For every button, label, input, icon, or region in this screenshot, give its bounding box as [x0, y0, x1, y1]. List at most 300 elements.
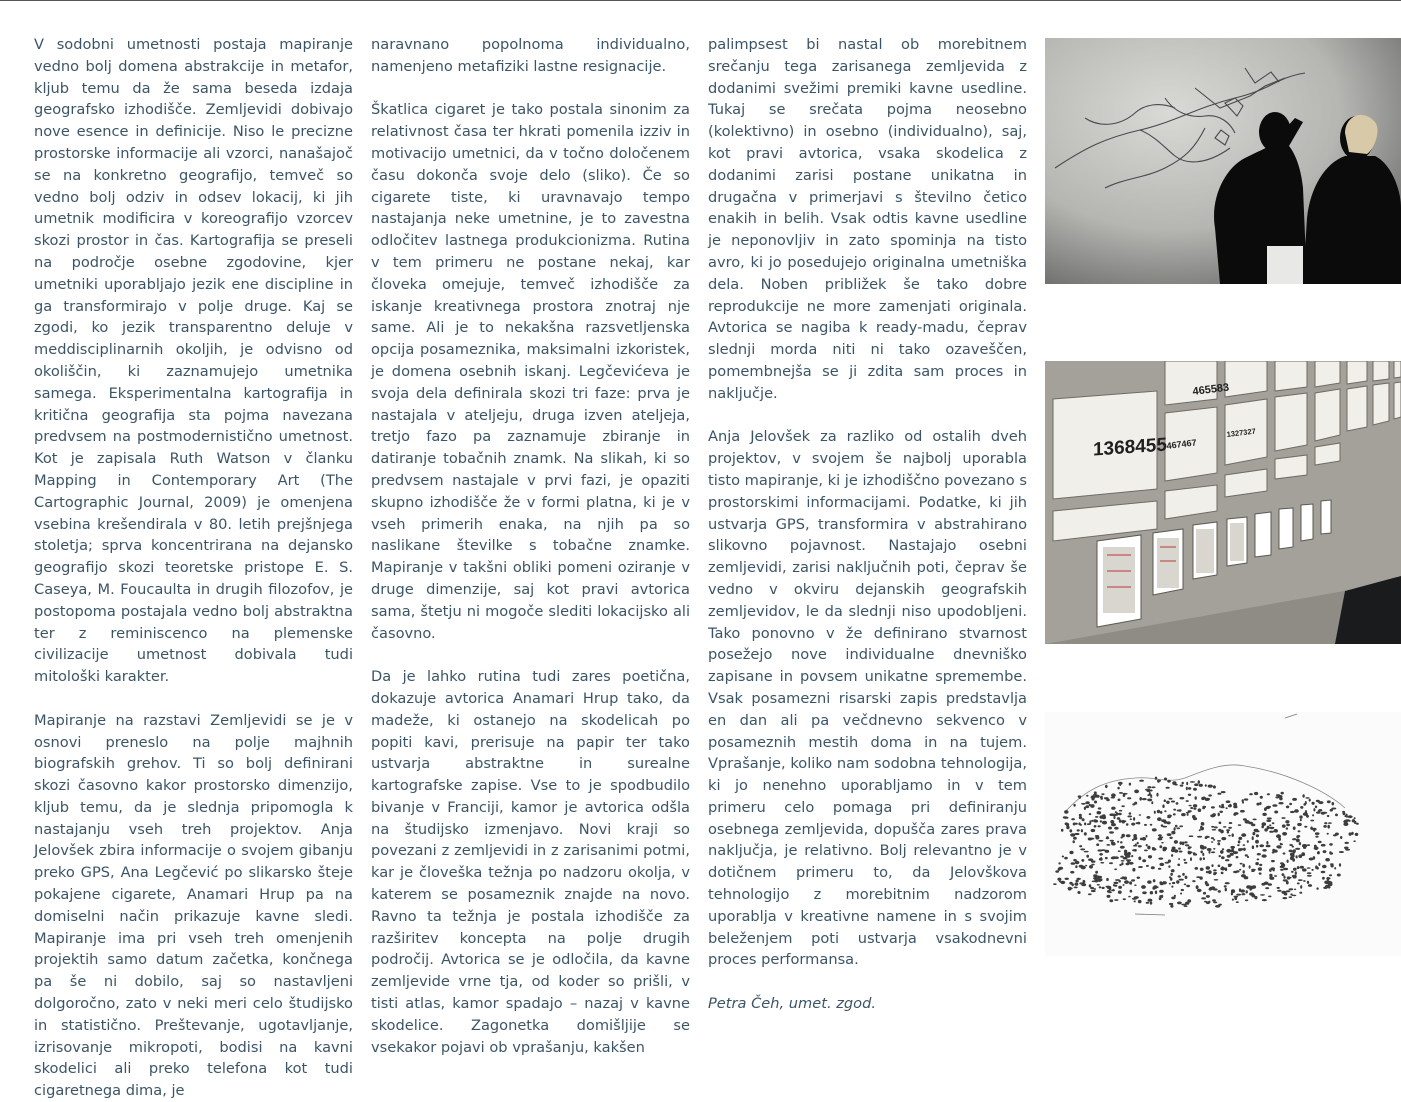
stain-dot [1188, 851, 1193, 853]
stain-dot [1326, 880, 1330, 883]
paragraph: Da je lahko rutina tudi zares poetična, dokazuje avtorica Anamari Hrup tako, da madeže, ki ostanejo na skodelicah po popiti kavi, prerisuje na papir ter tako ustvarja abstraktne in surealne kartografske zapise. Vse to je spodbudilo bivanje v Franciji, kamor je avtorica odšla na študijsko izmenjavo. Novi kraji so povezani z zemljevidi in z zarisanimi potmi, kar je človeška težnja po nadzoru okolja, v katerem se posameznik znajde na novo. Ravno ta težnja je postala izhodišče za razširitev koncepta na polje drugih področij. Avtorica se je odločila, da kavne zemljevide vrne tja, od koder so prišli, v tisti atlas, kamor spadajo – nazaj v kavne skodelice. Zagonetka domišljije se vsekakor pojavi ob vprašanju, kakšen [371, 668, 690, 1056]
stain-dot [1339, 851, 1344, 853]
stain-dot [1178, 848, 1181, 850]
paragraph: Škatlica cigaret je tako postala sinonim za relativnost časa ter hkrati pomenila izziv in motivacijo umetnici, da v točno določenem času dokonča svoje delo (sliko). Če so cigarete tiste, ki uravnavajo tempo nastajanja neke umetnine, je to zavestna odločitev lastnega produkcionizma. Rutina v tem primeru ne postane nekaj, kar človeka omejuje, temveč izhodišče za iskanje kreativnega prostora znotraj nje same. Ali je to nekakšna razsvetljenska opcija posameznika, maksimalni izkoristek, je domena osebnih iskanj. Legčevićeva je svoja dela definirala skozi tri faze: prva je nastajala v ateljeju, druga izven ateljeja, tretjo fazo pa zaznamuje zbiranje in datiranje tobačnih znamk. Na slikah, ki so predvsem nastajale v prvi fazi, je opaziti skupno izhodišče že v formi platna, ki je v vseh primerih enaka, na njih pa so naslikane številke s tobačne znamke. Mapiranje v takšni obliki pomeni oziranje v druge dimenzije, saj kot pravi avtorica sama, štetju ni mogoče slediti lokacijsko ali časovno. [371, 101, 690, 642]
stain-dot [1325, 858, 1330, 861]
stain-dot [1178, 858, 1180, 860]
stain-dot [1241, 889, 1245, 892]
stain-dot [1272, 804, 1277, 807]
stain-dot [1171, 897, 1175, 900]
stain-dot [1096, 843, 1099, 846]
stain-dot [1184, 905, 1188, 907]
stain-dot [1259, 864, 1262, 866]
stain-dot [1171, 886, 1173, 888]
stain-dot [1102, 821, 1107, 825]
stain-dot [1339, 863, 1341, 866]
stain-dot [1317, 867, 1319, 870]
stain-dot [1177, 902, 1182, 905]
stain-dot [1207, 848, 1212, 851]
stain-dot [1249, 793, 1253, 795]
stain-dot [1287, 876, 1290, 879]
stain-dot [1271, 860, 1275, 862]
stain-dot [1213, 839, 1215, 841]
stain-dot [1328, 822, 1332, 824]
stain-dot [1146, 902, 1150, 904]
stain-dot [1134, 849, 1137, 852]
stain-dot [1301, 852, 1305, 856]
stain-dot [1140, 838, 1143, 841]
stain-dot [1233, 871, 1238, 873]
stain-dot [1146, 865, 1149, 867]
stain-dot [1205, 798, 1210, 801]
stain-dot [1241, 833, 1246, 837]
stain-dot [1246, 890, 1248, 893]
stain-dot [1297, 866, 1299, 868]
stain-dot [1292, 858, 1295, 862]
stain-dot [1100, 862, 1104, 864]
stain-dot [1256, 803, 1259, 806]
stain-dot [1150, 796, 1152, 798]
stain-dot [1295, 871, 1297, 875]
stain-dot [1293, 826, 1296, 830]
stain-dot [1146, 789, 1151, 791]
stain-dot [1114, 899, 1118, 901]
stain-dot [1221, 804, 1224, 807]
stain-dot [1075, 865, 1077, 868]
stain-dot [1315, 836, 1318, 838]
stain-dot [1102, 887, 1105, 889]
stain-dot [1077, 891, 1080, 894]
stain-dot [1138, 900, 1142, 903]
stain-dot [1099, 853, 1103, 856]
stain-dot [1146, 844, 1148, 846]
stain-dot [1193, 804, 1197, 807]
stain-dot [1085, 801, 1089, 804]
stain-dot [1109, 831, 1114, 833]
stain-dot [1267, 817, 1272, 819]
stain-dot [1220, 867, 1225, 871]
stain-dot [1239, 888, 1241, 892]
stain-dot [1200, 857, 1202, 860]
stain-dot [1291, 871, 1294, 873]
stain-dot [1121, 862, 1123, 865]
canvas-number: 1327327 [1226, 426, 1257, 439]
text-column-2 [371, 34, 690, 1058]
stain-dot [1148, 855, 1152, 858]
stain-dot [1111, 807, 1115, 810]
stain-dot [1259, 844, 1264, 847]
stain-dot [1252, 845, 1254, 849]
stain-dot [1293, 849, 1296, 853]
stain-dot [1091, 860, 1096, 862]
stain-dot [1187, 899, 1191, 902]
top-rule [0, 0, 1401, 1]
stain-dot [1179, 851, 1183, 853]
stain-dot [1289, 850, 1293, 853]
stain-dot [1266, 841, 1268, 845]
stain-dot [1229, 822, 1233, 824]
stain-dot [1218, 865, 1221, 868]
stain-dot [1242, 893, 1246, 895]
stain-dot [1295, 848, 1300, 850]
stain-dot [1327, 825, 1330, 829]
stain-dot [1084, 851, 1089, 853]
stain-dot [1114, 882, 1119, 885]
stain-dot [1110, 820, 1114, 824]
stain-dot [1138, 857, 1141, 861]
stain-dot [1118, 891, 1122, 894]
stain-dot [1329, 843, 1333, 846]
stain-dot [1259, 802, 1261, 805]
stain-dot [1329, 874, 1332, 876]
stain-dot [1279, 797, 1282, 801]
stain-dot [1182, 842, 1185, 846]
stain-dot [1316, 887, 1318, 889]
stain-dot [1138, 866, 1143, 868]
stain-dot [1303, 880, 1306, 882]
stain-dot [1099, 886, 1102, 888]
stain-dot [1117, 841, 1119, 843]
stain-dot [1276, 846, 1279, 849]
stain-dot [1218, 813, 1220, 817]
stain-dot [1213, 873, 1216, 875]
stain-dot [1114, 827, 1118, 830]
stain-dot [1139, 814, 1142, 816]
stain-dot [1168, 865, 1170, 868]
stain-dot [1093, 874, 1098, 877]
stain-dot [1089, 820, 1091, 824]
stain-dot [1088, 893, 1092, 895]
stain-dot [1231, 889, 1235, 893]
stain-dot [1137, 877, 1140, 879]
stain-dot [1275, 796, 1279, 798]
stain-dot [1307, 872, 1312, 874]
stain-dot [1104, 797, 1109, 799]
stain-dot [1309, 858, 1314, 861]
stain-dot [1266, 820, 1271, 822]
stain-dot [1281, 817, 1285, 819]
stain-dot [1144, 850, 1148, 852]
stain-dot [1335, 814, 1338, 817]
stain-dot [1262, 813, 1266, 816]
stain-dot [1212, 829, 1216, 831]
stain-dot [1217, 842, 1220, 845]
stain-dot [1214, 879, 1219, 881]
stain-dot [1180, 785, 1184, 787]
stain-dot [1199, 876, 1202, 879]
stain-dot [1065, 822, 1068, 825]
stain-dot [1230, 846, 1235, 849]
stain-dot [1260, 796, 1263, 799]
stain-dot [1292, 895, 1296, 897]
stain-dot [1095, 816, 1098, 818]
stain-dot [1105, 850, 1110, 853]
stain-dot [1300, 866, 1304, 869]
stain-dot [1126, 823, 1129, 825]
stain-dot [1243, 848, 1246, 851]
stain-dot [1221, 837, 1226, 840]
stain-dot [1352, 819, 1355, 822]
stain-dot [1190, 857, 1192, 861]
stain-dot [1062, 856, 1064, 858]
stain-dot [1238, 824, 1242, 826]
stain-dot [1106, 837, 1109, 839]
stain-dot [1162, 804, 1164, 808]
stain-dot [1073, 859, 1077, 861]
stain-dot [1345, 842, 1349, 844]
stain-dot [1171, 869, 1175, 872]
stain-dot [1181, 813, 1186, 816]
stain-dot [1120, 856, 1124, 858]
stain-dot [1203, 857, 1205, 860]
stain-dot [1330, 809, 1333, 812]
stain-dot [1123, 794, 1126, 797]
stain-dot [1071, 862, 1076, 865]
stain-dot [1129, 812, 1132, 815]
stain-dot [1293, 868, 1297, 871]
stain-dot [1152, 886, 1155, 889]
stain-dot [1179, 841, 1182, 844]
stain-dot [1159, 881, 1162, 884]
stain-dot [1171, 801, 1175, 803]
stain-dot [1312, 802, 1315, 805]
stain-dot [1280, 866, 1285, 869]
stain-dot [1283, 876, 1285, 879]
stain-dot [1222, 848, 1224, 850]
stain-dot [1088, 838, 1092, 841]
stain-dot [1058, 862, 1060, 864]
stain-dot [1176, 802, 1179, 805]
stain-dot [1225, 859, 1229, 861]
stain-dot [1289, 888, 1294, 890]
stain-dot [1303, 847, 1306, 849]
stain-dot [1072, 883, 1074, 886]
photo-numbered-canvases [1045, 361, 1401, 644]
stain-dot [1202, 853, 1204, 856]
stain-dot [1053, 883, 1057, 885]
stain-dot [1252, 836, 1254, 840]
stain-dot [1307, 867, 1311, 869]
stain-dot [1321, 844, 1326, 847]
stain-dot [1226, 807, 1228, 809]
stain-dot [1055, 870, 1059, 873]
stain-dot [1134, 802, 1137, 805]
stain-dot [1228, 805, 1232, 808]
stain-dot [1158, 858, 1163, 860]
stain-dot [1071, 818, 1075, 820]
stain-dot [1109, 862, 1113, 864]
stain-dot [1124, 880, 1129, 884]
stain-dot [1304, 826, 1307, 828]
stain-dot [1329, 852, 1333, 854]
stain-dot [1182, 873, 1185, 876]
stain-dot [1274, 811, 1278, 814]
stain-dot [1252, 832, 1255, 835]
stain-dot [1176, 880, 1179, 883]
stain-dot [1224, 885, 1227, 887]
stain-dot [1272, 852, 1275, 854]
stain-dot [1166, 801, 1170, 804]
stain-dot [1133, 837, 1137, 841]
stain-dot [1182, 782, 1184, 785]
stain-dot [1127, 815, 1132, 817]
stain-dot [1197, 836, 1202, 838]
stain-dot [1232, 899, 1234, 901]
stain-dot [1080, 848, 1085, 850]
stain-dot [1237, 844, 1240, 846]
stain-dot [1142, 891, 1147, 894]
stain-dot [1312, 828, 1317, 831]
stain-dot [1208, 785, 1213, 788]
stain-dot [1323, 850, 1327, 853]
stain-dot [1111, 793, 1116, 797]
stain-dot [1190, 807, 1193, 809]
stain-dot [1219, 805, 1221, 808]
text-column-1 [34, 34, 353, 1102]
stain-dot [1221, 856, 1225, 859]
stain-dot [1101, 793, 1104, 795]
stain-dot [1268, 896, 1271, 898]
stain-dot [1139, 797, 1142, 801]
stain-dot [1079, 865, 1084, 868]
stain-dot [1238, 848, 1242, 851]
stain-dot [1170, 873, 1173, 876]
stain-dot [1188, 787, 1192, 790]
stain-dot [1082, 818, 1085, 821]
stain-dot [1109, 813, 1114, 816]
stain-dot [1073, 840, 1075, 843]
stain-dot [1309, 799, 1311, 802]
stain-dot [1153, 879, 1156, 882]
stain-dot [1327, 833, 1329, 835]
stain-dot [1286, 827, 1288, 829]
stain-dot [1089, 884, 1092, 887]
stain-dot [1219, 811, 1223, 813]
stain-dot [1211, 806, 1215, 808]
stain-dot [1208, 901, 1210, 904]
stain-dot [1227, 855, 1231, 858]
stain-dot [1193, 852, 1196, 854]
stain-dot [1187, 813, 1189, 816]
stain-dot [1272, 822, 1275, 824]
stain-dot [1219, 855, 1221, 857]
stain-dot [1179, 879, 1184, 881]
stain-dot [1221, 872, 1224, 875]
stain-dot [1108, 891, 1112, 893]
stain-dot [1242, 801, 1244, 804]
stain-dot [1252, 885, 1256, 888]
stain-dot [1218, 904, 1222, 906]
stain-dot [1297, 823, 1302, 826]
stain-dot [1315, 806, 1317, 809]
stain-dot [1159, 863, 1164, 866]
stain-dot [1292, 846, 1294, 848]
stain-dot [1234, 812, 1239, 815]
stain-dot [1174, 840, 1178, 844]
stain-dot [1345, 849, 1350, 851]
stain-dot [1174, 827, 1176, 831]
stain-dot [1118, 886, 1122, 889]
stain-dot [1318, 863, 1320, 866]
stain-dot [1181, 889, 1184, 891]
stain-dot [1167, 821, 1171, 824]
paragraph: V sodobni umetnosti postaja mapiranje vedno bolj domena abstrakcije in metafor, kljub temu da že sama beseda izdaja geografsko izhodišče. Zemljevidi dobivajo nove esence in definicije. Niso le precizne prostorske informacije ali vzorci, nanašajoč se na konkretno geografijo, temveč so vedno bolj odziv in odsev lokacij, ki jih umetnik modificira v koreografijo vzorcev skozi prostor in čas. Kartografija se preseli na področje osebne zgodovine, kjer umetniki uporabljajo jezik ene discipline in ga transformirajo v polje druge. Kaj se zgodi, ko jezik transparentno deluje v meddisciplinarnih okoljih, je odvisno od okoliščin, ki zaznamujejo umetnika samega. Eksperimentalna kartografija in kritična geografija sta pojma navezana predvsem na postmodernistično umetnost. Kot je zapisala Ruth Watson v članku Mapping in Contemporary Art (The Cartographic Journal, 2009) je omenjena vsebina krešendirala v 80. letih prejšnjega stoletja; sprva koncentrirana na dejansko geografijo skozi teoretske pristope E. S. Caseya, M. Foucaulta in drugih filozofov, je postopoma postajala vedno bolj abstraktna ter z reminiscenco na plemenske civilizacije umetnost dobivala tudi mitološki karakter. [34, 36, 353, 686]
stain-dot [1192, 880, 1195, 882]
stain-dot [1261, 825, 1264, 828]
stain-dot [1158, 837, 1163, 840]
stain-dot [1084, 832, 1087, 835]
stain-dot [1183, 859, 1185, 861]
stain-dot [1247, 840, 1249, 843]
stain-dot [1228, 827, 1232, 829]
stain-dot [1188, 846, 1192, 848]
stain-dot [1158, 868, 1161, 870]
stain-dot [1098, 840, 1103, 842]
stain-dot [1186, 800, 1189, 802]
stain-dot [1243, 818, 1247, 820]
stain-dot [1120, 837, 1123, 839]
stain-dot [1218, 890, 1221, 893]
stain-dot [1314, 846, 1319, 850]
stain-dot [1200, 851, 1203, 854]
stain-dot [1122, 876, 1125, 879]
stain-dot [1232, 833, 1234, 837]
stain-dot [1065, 878, 1069, 880]
stain-dot [1128, 896, 1131, 898]
stain-dot [1173, 813, 1176, 815]
stain-dot [1242, 864, 1245, 868]
stain-dot [1246, 799, 1248, 801]
stain-dot [1199, 784, 1203, 787]
stain-dot [1114, 816, 1116, 819]
stain-dot [1178, 875, 1181, 877]
stain-dot [1280, 862, 1284, 864]
stain-dot [1208, 870, 1212, 874]
stain-dot [1255, 862, 1259, 865]
stain-dot [1172, 882, 1175, 884]
stain-dot [1094, 825, 1097, 828]
stain-dot [1169, 883, 1171, 885]
stain-dot [1169, 876, 1171, 878]
stain-dot [1200, 868, 1204, 871]
stain-dot [1269, 824, 1271, 826]
stain-dot [1085, 865, 1087, 867]
stain-dot [1292, 875, 1297, 877]
stain-dot [1186, 885, 1190, 887]
stain-dot [1225, 888, 1227, 892]
stain-dot [1188, 810, 1192, 812]
stain-dot [1238, 837, 1242, 840]
stain-dot [1179, 809, 1182, 811]
stain-dot [1217, 840, 1221, 842]
stain-dot [1107, 895, 1111, 898]
stain-dot [1206, 866, 1210, 870]
stain-dot [1150, 824, 1153, 826]
stain-dot [1286, 824, 1290, 826]
stain-dot [1262, 854, 1267, 857]
stain-dot [1290, 811, 1295, 813]
stain-dot [1294, 809, 1299, 812]
stain-dot [1217, 793, 1221, 795]
stain-dot [1064, 857, 1068, 860]
stain-dot [1282, 873, 1285, 876]
author-signature: Petra Čeh, umet. zgod. [708, 995, 876, 1013]
stain-dot [1070, 833, 1075, 836]
stain-dot [1198, 808, 1202, 812]
stain-dot [1148, 899, 1153, 902]
stain-dot [1079, 816, 1082, 819]
stain-dot [1121, 820, 1126, 822]
